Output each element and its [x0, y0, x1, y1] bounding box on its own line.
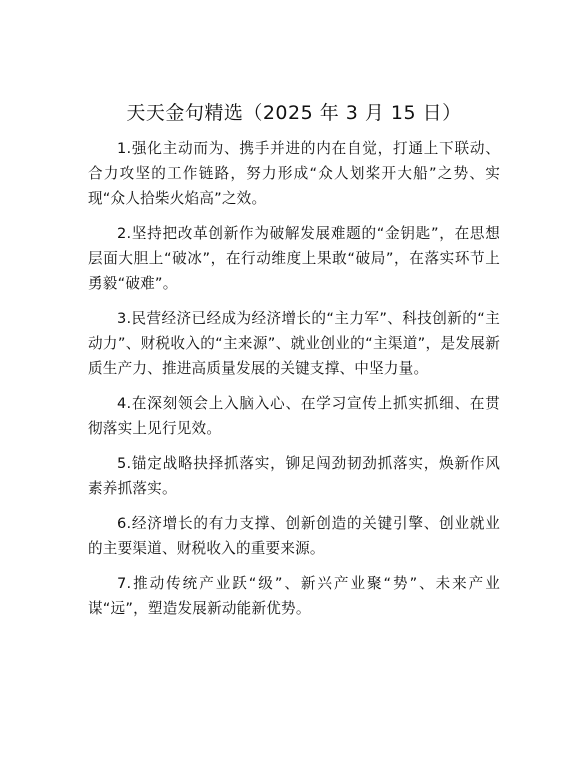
- document-title: 天天金句精选（2025 年 3 月 15 日）: [126, 102, 462, 124]
- quote-paragraph-4: 4.在深刻领会上入脑入心、在学习宣传上抓实抓细、在贯彻落实上见行见效。: [88, 395, 500, 437]
- quote-paragraph-6: 6.经济增长的有力支撑、创新创造的关键引擎、创业就业的主要渠道、财税收入的重要来源。: [88, 515, 500, 557]
- quote-paragraph-7: 7.推动传统产业跃“级”、新兴产业聚“势”、未来产业谋“远”，塑造发展新动能新优势。: [88, 575, 500, 617]
- quote-paragraph-3: 3.民营经济已经成为经济增长的“主力军”、科技创新的“主动力”、财税收入的“主来源”、就业创业的“主渠道”，是发展新质生产力、推进高质量发展的关键支撑、中坚力量。: [88, 310, 500, 377]
- quote-paragraph-2: 2.坚持把改革创新作为破解发展难题的“金钥匙”，在思想层面大胆上“破冰”，在行动维度上果敢“破局”，在落实环节上勇毅“破难”。: [88, 225, 500, 292]
- quote-paragraph-1: 1.强化主动而为、携手并进的内在自觉，打通上下联动、合力攻坚的工作链路，努力形成“众人划桨开大船”之势、实现“众人拾柴火焰高”之效。: [88, 140, 500, 207]
- quote-paragraph-5: 5.锚定战略抉择抓落实，铆足闯劲韧劲抓落实，焕新作风素养抓落实。: [88, 455, 500, 497]
